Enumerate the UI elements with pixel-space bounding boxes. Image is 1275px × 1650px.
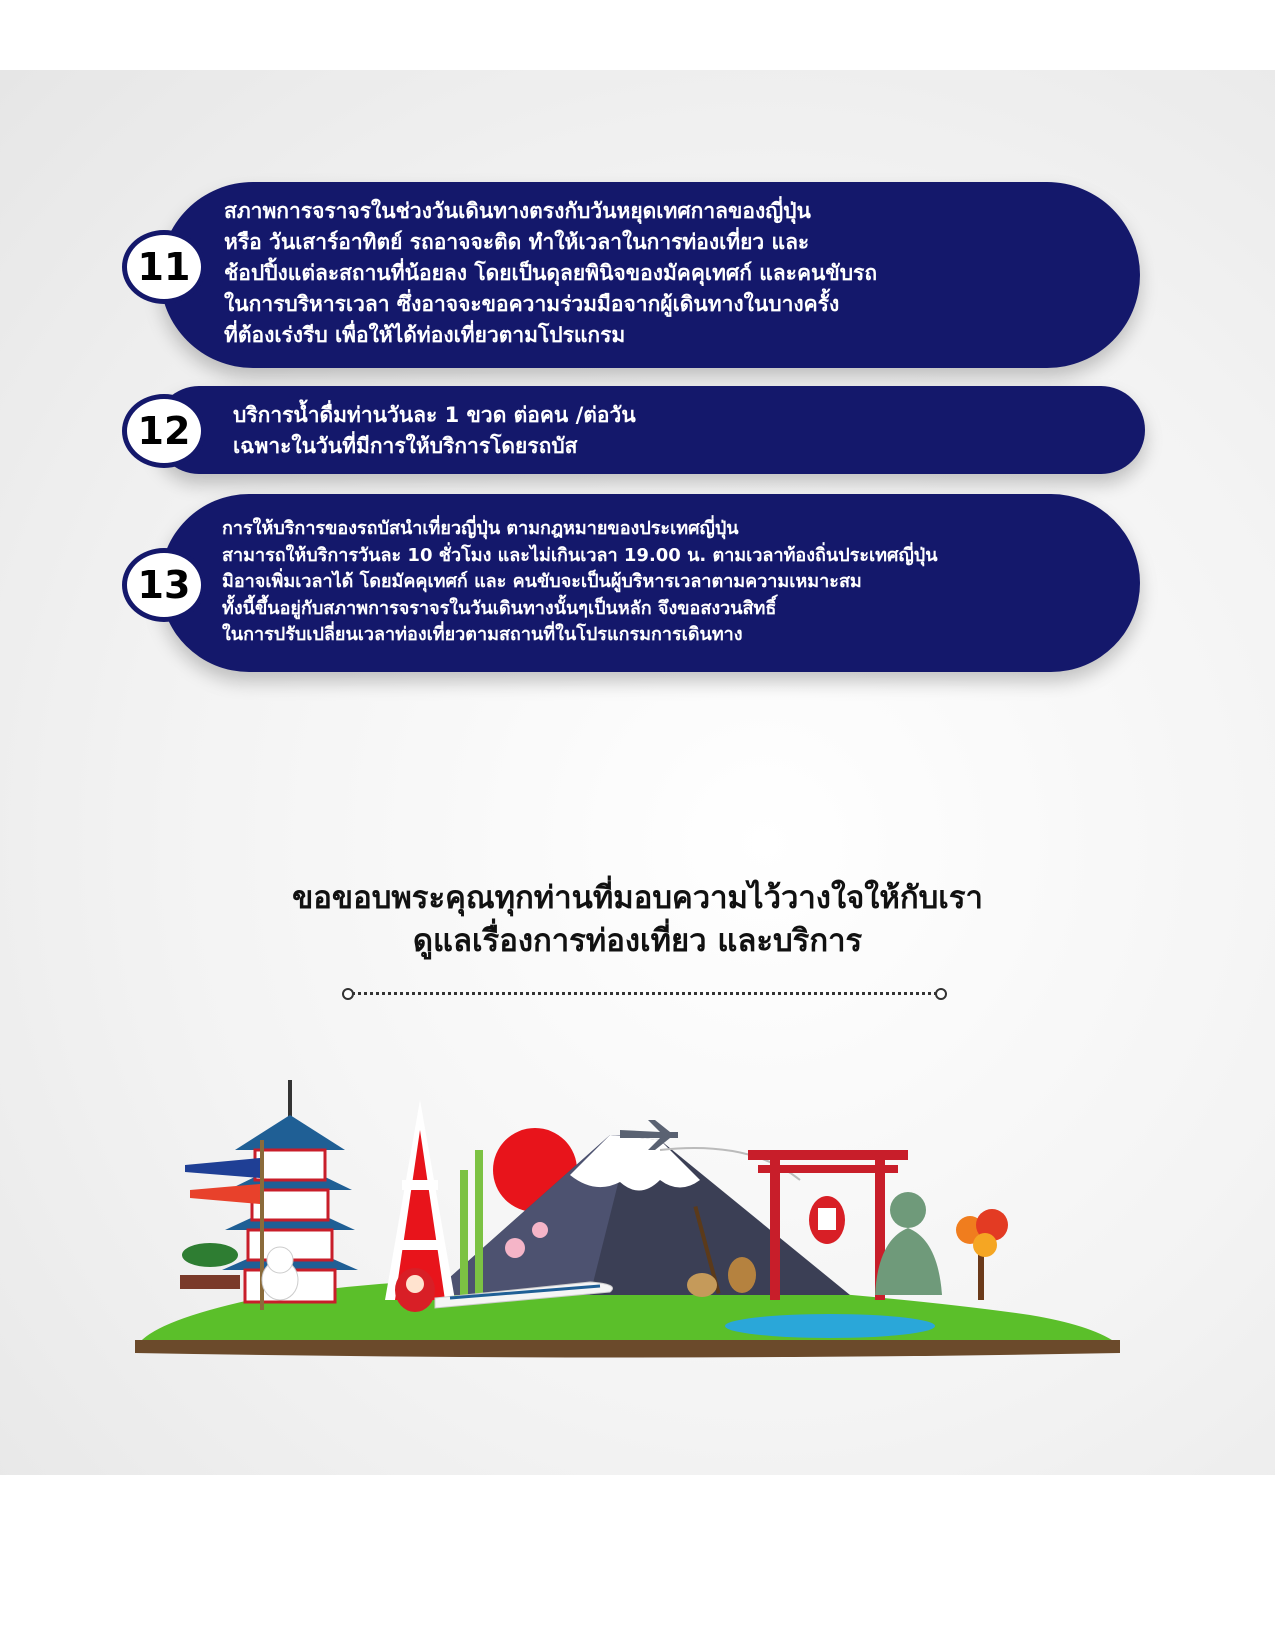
pond-icon	[725, 1314, 935, 1338]
notice-13-text: การให้บริการของรถบัสนำเที่ยวญี่ปุ่น ตามกฎหมายของประเทศญี่ปุ่น สามารถให้บริการวันละ 10 ชั่วโมง และไม่เกินเวลา 19.00 น. ตามเวลาท้องถิ่นประเทศญี่ปุ่น มิอาจเพิ่มเวลาได้ โดยมัคคุเทศก์ และ คนขับจะเป็นผู้บริหารเวลาตามความเหมาะสม ทั้งนี้ขึ้นอยู่กับสภาพการจราจรในวันเดินทางนั้นๆเป็นหลัก จึงขอสงวนสิทธิ์ ในการปรับเปลี่ยนเวลาท่องเที่ยวตามสถานที่ในโปรแกรมการเดินทาง	[222, 518, 938, 645]
divider-right-dot	[935, 988, 947, 1000]
notice-12-panel	[155, 386, 1145, 474]
daruma-icon	[395, 1268, 435, 1312]
japan-landmarks-illustration	[130, 1070, 1140, 1370]
notice-11-panel	[160, 182, 1140, 368]
notice-11-number: 11	[122, 230, 206, 304]
notice-11-text: สภาพการจราจรในช่วงวันเดินทางตรงกับวันหยุดเทศกาลของญี่ปุ่น หรือ วันเสาร์อาทิตย์ รถอาจจะติด ทำให้เวลาในการท่องเที่ยว และ ช้อปปิ้งแต่ละสถานที่น้อยลง โดยเป็นดุลยพินิจของมัคคุเทศก์ และคนขับรถ ในการบริหารเวลา ซึ่งอาจจะขอความร่วมมือจากผู้เดินทางในบางครั้ง ที่ต้องเร่งรีบ เพื่อให้ได้ท่องเที่ยวตามโปรแกรม	[224, 199, 878, 347]
divider-left-dot	[342, 988, 354, 1000]
thank-you-line-2: ดูแลเรื่องการท่องเที่ยว และบริการ	[412, 923, 863, 959]
buddha-statue-icon	[875, 1192, 942, 1295]
thank-you-line-1: ขอขอบพระคุณทุกท่านที่มอบความไว้วางใจให้กับเรา	[292, 880, 983, 916]
lantern-icon	[809, 1196, 845, 1244]
bonsai-icon	[180, 1243, 240, 1289]
notice-12-text: บริการน้ำดื่มท่านวันละ 1 ขวด ต่อคน /ต่อวัน เฉพาะในวันที่มีการให้บริการโดยรถบัส	[233, 403, 636, 458]
notice-13-number: 13	[122, 548, 206, 622]
dotted-divider	[352, 992, 937, 995]
notice-13-panel	[160, 494, 1140, 672]
notice-12-number: 12	[122, 394, 206, 468]
maple-tree-icon	[956, 1209, 1008, 1300]
